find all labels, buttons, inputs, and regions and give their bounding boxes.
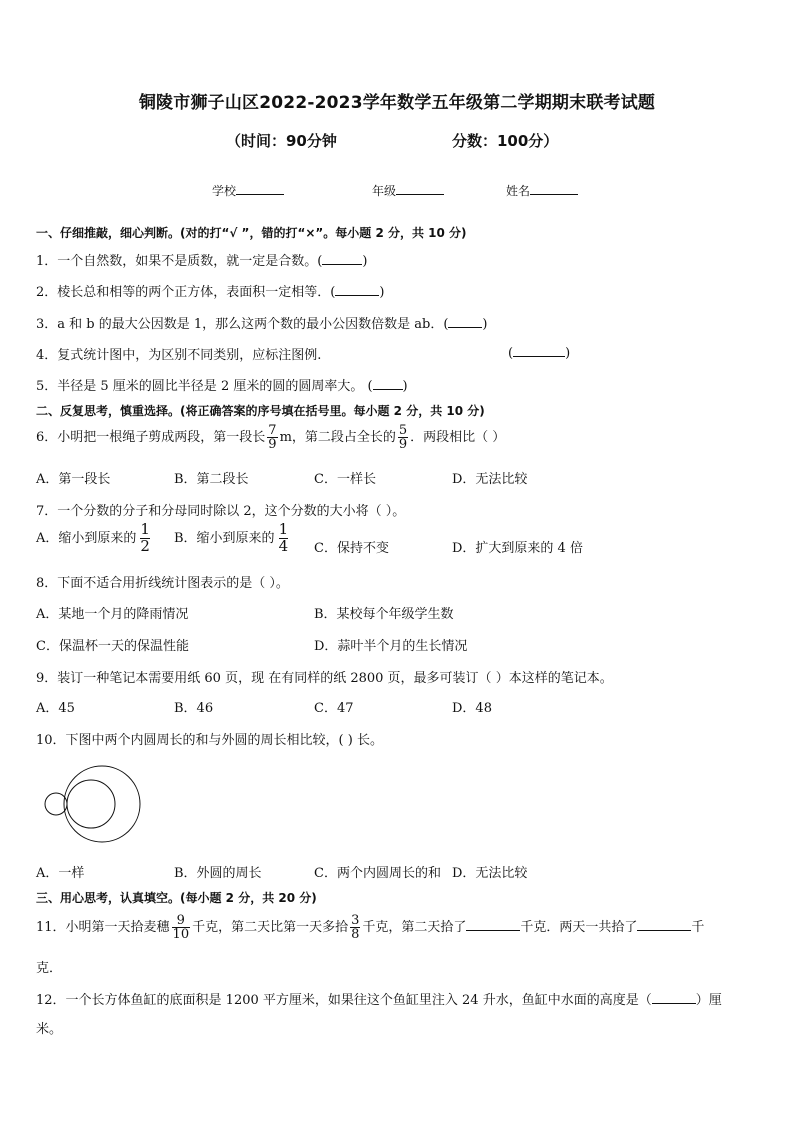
fraction-1-2	[140, 522, 150, 555]
question-1	[36, 250, 367, 269]
question-10: 10．下图中两个内圆周长的和与外圆的周长相比较，( ) 长。	[36, 733, 383, 748]
question-12-close: ）厘	[695, 993, 722, 1008]
q6-option-d[interactable]: D．无法比较	[452, 472, 528, 487]
school-field	[212, 182, 284, 199]
answer-blank-11b[interactable]	[637, 918, 691, 931]
fraction-1-4	[279, 522, 289, 555]
answer-blank-5[interactable]	[373, 377, 403, 390]
grade-blank[interactable]	[396, 182, 444, 195]
question-7: 7．一个分数的分子和分母同时除以 2，这个分数的大小将（ ）。	[36, 504, 406, 519]
fraction-denominator: 9	[398, 437, 408, 452]
question-11-line2: 克．	[36, 961, 63, 976]
question-5-close: )	[402, 379, 408, 394]
fraction-3-8	[350, 914, 360, 941]
fraction-numerator: 1	[140, 520, 150, 538]
fraction-7-9	[267, 424, 277, 451]
fraction-numerator: 9	[176, 913, 185, 928]
question-6	[36, 424, 505, 451]
question-5-text: 5．半径是 5 厘米的圆比半径是 2 厘米的圆的圆周率大。 (	[36, 379, 373, 394]
q6-option-a[interactable]: A．第一段长	[36, 472, 111, 487]
question-1-close: )	[362, 254, 368, 269]
name-field	[506, 182, 578, 199]
fraction-9-10	[172, 914, 191, 941]
answer-blank-1[interactable]	[322, 252, 362, 265]
section-3-heading: 三、用心思考，认真填空。(每小题 2 分，共 20 分)	[36, 891, 317, 905]
question-11-pre: 11．小明第一天拾麦穗	[36, 920, 170, 935]
q6-option-b[interactable]: B．第二段长	[174, 472, 249, 487]
fraction-denominator: 4	[278, 536, 289, 555]
q9-option-a[interactable]: A．45	[36, 701, 75, 716]
question-6-mid: m，第二段占全长的	[279, 430, 396, 445]
question-4	[36, 344, 321, 363]
question-11-mid: 千克，第二天比第一天多拾	[192, 920, 349, 935]
question-11-post3: 千	[691, 920, 705, 935]
question-3-close: )	[482, 317, 488, 332]
q6-option-c[interactable]: C．一样长	[314, 472, 376, 487]
inner-circle-large	[67, 780, 115, 828]
question-11-post2: 千克．两天一共拾了	[520, 920, 638, 935]
fraction-numerator: 1	[278, 520, 289, 538]
question-12-line2: 米。	[36, 1022, 63, 1037]
section-2-heading: 二、反复思考，慎重选择。(将正确答案的序号填在括号里。每小题 2 分，共 10 分)	[36, 404, 485, 418]
q9-option-b[interactable]: B．46	[174, 701, 214, 716]
question-2	[36, 281, 384, 300]
question-4-text: 4．复式统计图中，为区别不同类别，应标注图例.	[36, 348, 322, 363]
q7-option-a[interactable]	[36, 522, 154, 555]
q7-option-b-text: B．缩小到原来的	[174, 530, 275, 546]
school-label: 学校	[212, 184, 237, 198]
question-11-post1: 千克，第二天拾了	[362, 920, 467, 935]
question-5	[36, 375, 408, 394]
grade-field	[372, 182, 444, 199]
question-2-close: )	[379, 285, 385, 300]
question-3-text: 3．a 和 b 的最大公因数是 1，那么这两个数的最小公因数倍数是 ab．(	[36, 317, 449, 332]
answer-blank-4[interactable]	[513, 344, 565, 357]
question-12-text: 12．一个长方体鱼缸的底面积是 1200 平方厘米，如果往这个鱼缸里注入 24 升水，鱼缸中水面的高度是（	[36, 993, 652, 1008]
fraction-numerator: 3	[351, 913, 360, 928]
q7-option-a-text: A．缩小到原来的	[36, 530, 137, 546]
answer-blank-2[interactable]	[335, 283, 379, 296]
fraction-5-9	[398, 424, 408, 451]
q9-option-d[interactable]: D．48	[452, 701, 492, 716]
question-6-post: ．两段相比（ ）	[410, 430, 506, 445]
fraction-denominator: 8	[351, 927, 360, 942]
fraction-denominator: 2	[140, 536, 150, 555]
name-blank[interactable]	[530, 182, 578, 195]
q8-option-d[interactable]: D．蒜叶半个月的生长情况	[314, 639, 468, 654]
q9-option-c[interactable]: C．47	[314, 701, 354, 716]
question-1-text: 1．一个自然数，如果不是质数，就一定是合数。(	[36, 254, 323, 269]
question-2-text: 2．棱长总和相等的两个正方体，表面积一定相等．(	[36, 285, 336, 300]
question-6-pre: 6．小明把一根绳子剪成两段，第一段长	[36, 430, 266, 445]
q8-option-c[interactable]: C．保温杯一天的保温性能	[36, 639, 189, 654]
q10-option-c[interactable]: C．两个内圆周长的和	[314, 866, 441, 881]
circles-figure	[40, 764, 150, 844]
question-9: 9．装订一种笔记本需要用纸 60 页，现 在有同样的纸 2800 页，最多可装订（ ）本这样的笔记本。	[36, 671, 613, 686]
q10-option-a[interactable]: A．一样	[36, 866, 85, 881]
fraction-numerator: 7	[268, 423, 277, 438]
question-8: 8．下面不适合用折线统计图表示的是（ ）。	[36, 576, 289, 591]
fraction-denominator: 9	[268, 437, 277, 452]
q10-option-b[interactable]: B．外圆的周长	[174, 866, 262, 881]
fraction-numerator: 5	[398, 423, 408, 438]
answer-blank-11a[interactable]	[466, 918, 520, 931]
q7-option-c[interactable]: C．保持不变	[314, 541, 389, 556]
score-label: 分数：100分）	[452, 132, 559, 150]
answer-blank-12[interactable]	[652, 991, 696, 1004]
q10-option-d[interactable]: D．无法比较	[452, 866, 528, 881]
time-label: （时间：90分钟	[226, 132, 337, 150]
question-4-answer	[508, 344, 570, 361]
question-3	[36, 313, 488, 332]
grade-label: 年级	[372, 184, 397, 198]
fraction-denominator: 10	[172, 927, 190, 942]
school-blank[interactable]	[236, 182, 284, 195]
q8-option-b[interactable]: B．某校每个年级学生数	[314, 607, 454, 622]
q7-option-d[interactable]: D．扩大到原来的 4 倍	[452, 541, 583, 556]
question-4-open: (	[508, 346, 514, 361]
name-label: 姓名	[506, 184, 531, 198]
question-11	[36, 914, 704, 941]
page-title: 铜陵市狮子山区2022-2023学年数学五年级第二学期期末联考试题	[138, 93, 656, 113]
question-12	[36, 989, 722, 1008]
answer-blank-3[interactable]	[448, 315, 482, 328]
question-4-close: )	[565, 346, 571, 361]
q7-option-b[interactable]	[174, 522, 292, 555]
section-1-heading: 一、仔细推敲，细心判断。(对的打“√ ”，错的打“×”。每小题 2 分，共 10 分)	[36, 226, 467, 240]
outer-circle	[64, 766, 140, 842]
q8-option-a[interactable]: A．某地一个月的降雨情况	[36, 607, 189, 622]
